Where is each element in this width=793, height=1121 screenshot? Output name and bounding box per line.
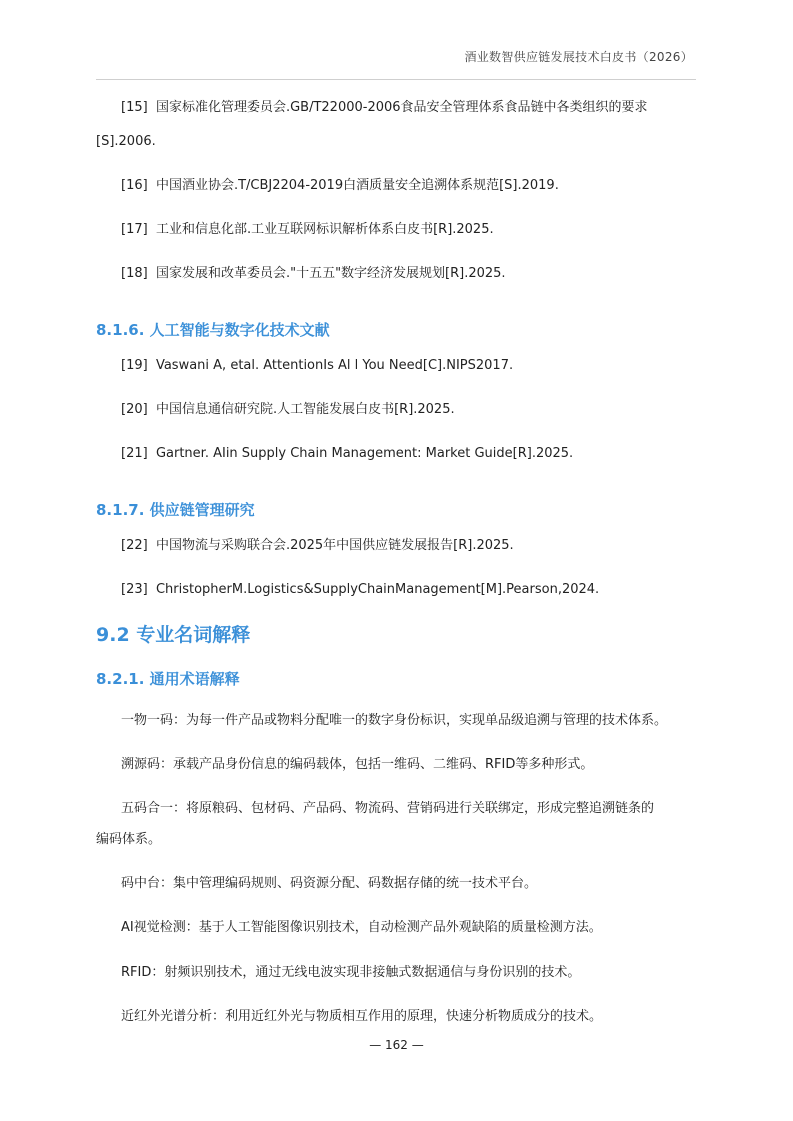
reference-item (121, 393, 455, 427)
reference-item (121, 257, 506, 291)
reference-item (121, 91, 648, 125)
section-heading-9-2: 9.2 专业名词解释 (96, 624, 251, 646)
reference-number: [22] (121, 538, 148, 553)
reference-text: 工业和信息化部.工业互联网标识解析体系白皮书[R].2025. (155, 222, 494, 237)
reference-number: [20] (121, 402, 148, 417)
reference-item (121, 213, 494, 247)
running-header: 酒业数智供应链发展技术白皮书（2026） (464, 50, 693, 64)
reference-text: ChristopherM.Logistics&SupplyChainManagement[M].Pearson,2024. (155, 582, 600, 597)
reference-item (121, 349, 513, 383)
page-number: — 162 — (369, 1038, 424, 1052)
term-definition: 五码合一：将原粮码、包材码、产品码、物流码、营销码进行关联绑定，形成完整追溯链条的 (121, 801, 655, 816)
reference-text: 中国酒业协会.T/CBJ2204-2019白酒质量安全追溯体系规范[S].2019. (155, 178, 559, 193)
term-definition: RFID：射频识别技术，通过无线电波实现非接触式数据通信与身份识别的技术。 (121, 965, 581, 980)
reference-text: Gartner. AIin Supply Chain Management: Market Guide[R].2025. (155, 446, 574, 461)
term-definition: 码中台：集中管理编码规则、码资源分配、码数据存储的统一技术平台。 (121, 876, 538, 891)
reference-continuation: [S].2006. (96, 134, 156, 149)
reference-text: 中国信息通信研究院.人工智能发展白皮书[R].2025. (155, 402, 455, 417)
reference-text: Vaswani A, etal. AttentionIs Al l You Need[C].NIPS2017. (155, 358, 514, 373)
section-heading-8-1-6: 8.1.6. 人工智能与数字化技术文献 (96, 321, 330, 339)
reference-number: [19] (121, 358, 148, 373)
reference-text: 中国物流与采购联合会.2025年中国供应链发展报告[R].2025. (155, 538, 514, 553)
reference-item (121, 169, 559, 203)
reference-number: [23] (121, 582, 148, 597)
term-definition: 近红外光谱分析：利用近红外光与物质相互作用的原理，快速分析物质成分的技术。 (121, 1009, 603, 1024)
section-heading-8-1-7: 8.1.7. 供应链管理研究 (96, 501, 255, 519)
term-definition-continuation: 编码体系。 (96, 832, 162, 847)
reference-item (121, 529, 514, 563)
reference-text: 国家标准化管理委员会.GB/T22000-2006食品安全管理体系食品链中各类组织的要求 (155, 100, 648, 115)
reference-number: [17] (121, 222, 148, 237)
term-definition: 溯源码：承载产品身份信息的编码载体，包括一维码、二维码、RFID等多种形式。 (121, 757, 594, 772)
header-divider (96, 79, 696, 80)
reference-number: [15] (121, 100, 148, 115)
reference-item (121, 437, 573, 471)
term-definition: AI视觉检测：基于人工智能图像识别技术，自动检测产品外观缺陷的质量检测方法。 (121, 920, 602, 935)
reference-number: [21] (121, 446, 148, 461)
term-definition: 一物一码：为每一件产品或物料分配唯一的数字身份标识，实现单品级追溯与管理的技术体系。 (121, 713, 668, 728)
reference-number: [18] (121, 266, 148, 281)
reference-item (121, 573, 599, 607)
reference-text: 国家发展和改革委员会."十五五"数字经济发展规划[R].2025. (155, 266, 506, 281)
section-heading-8-2-1: 8.2.1. 通用术语解释 (96, 670, 240, 688)
reference-number: [16] (121, 178, 148, 193)
